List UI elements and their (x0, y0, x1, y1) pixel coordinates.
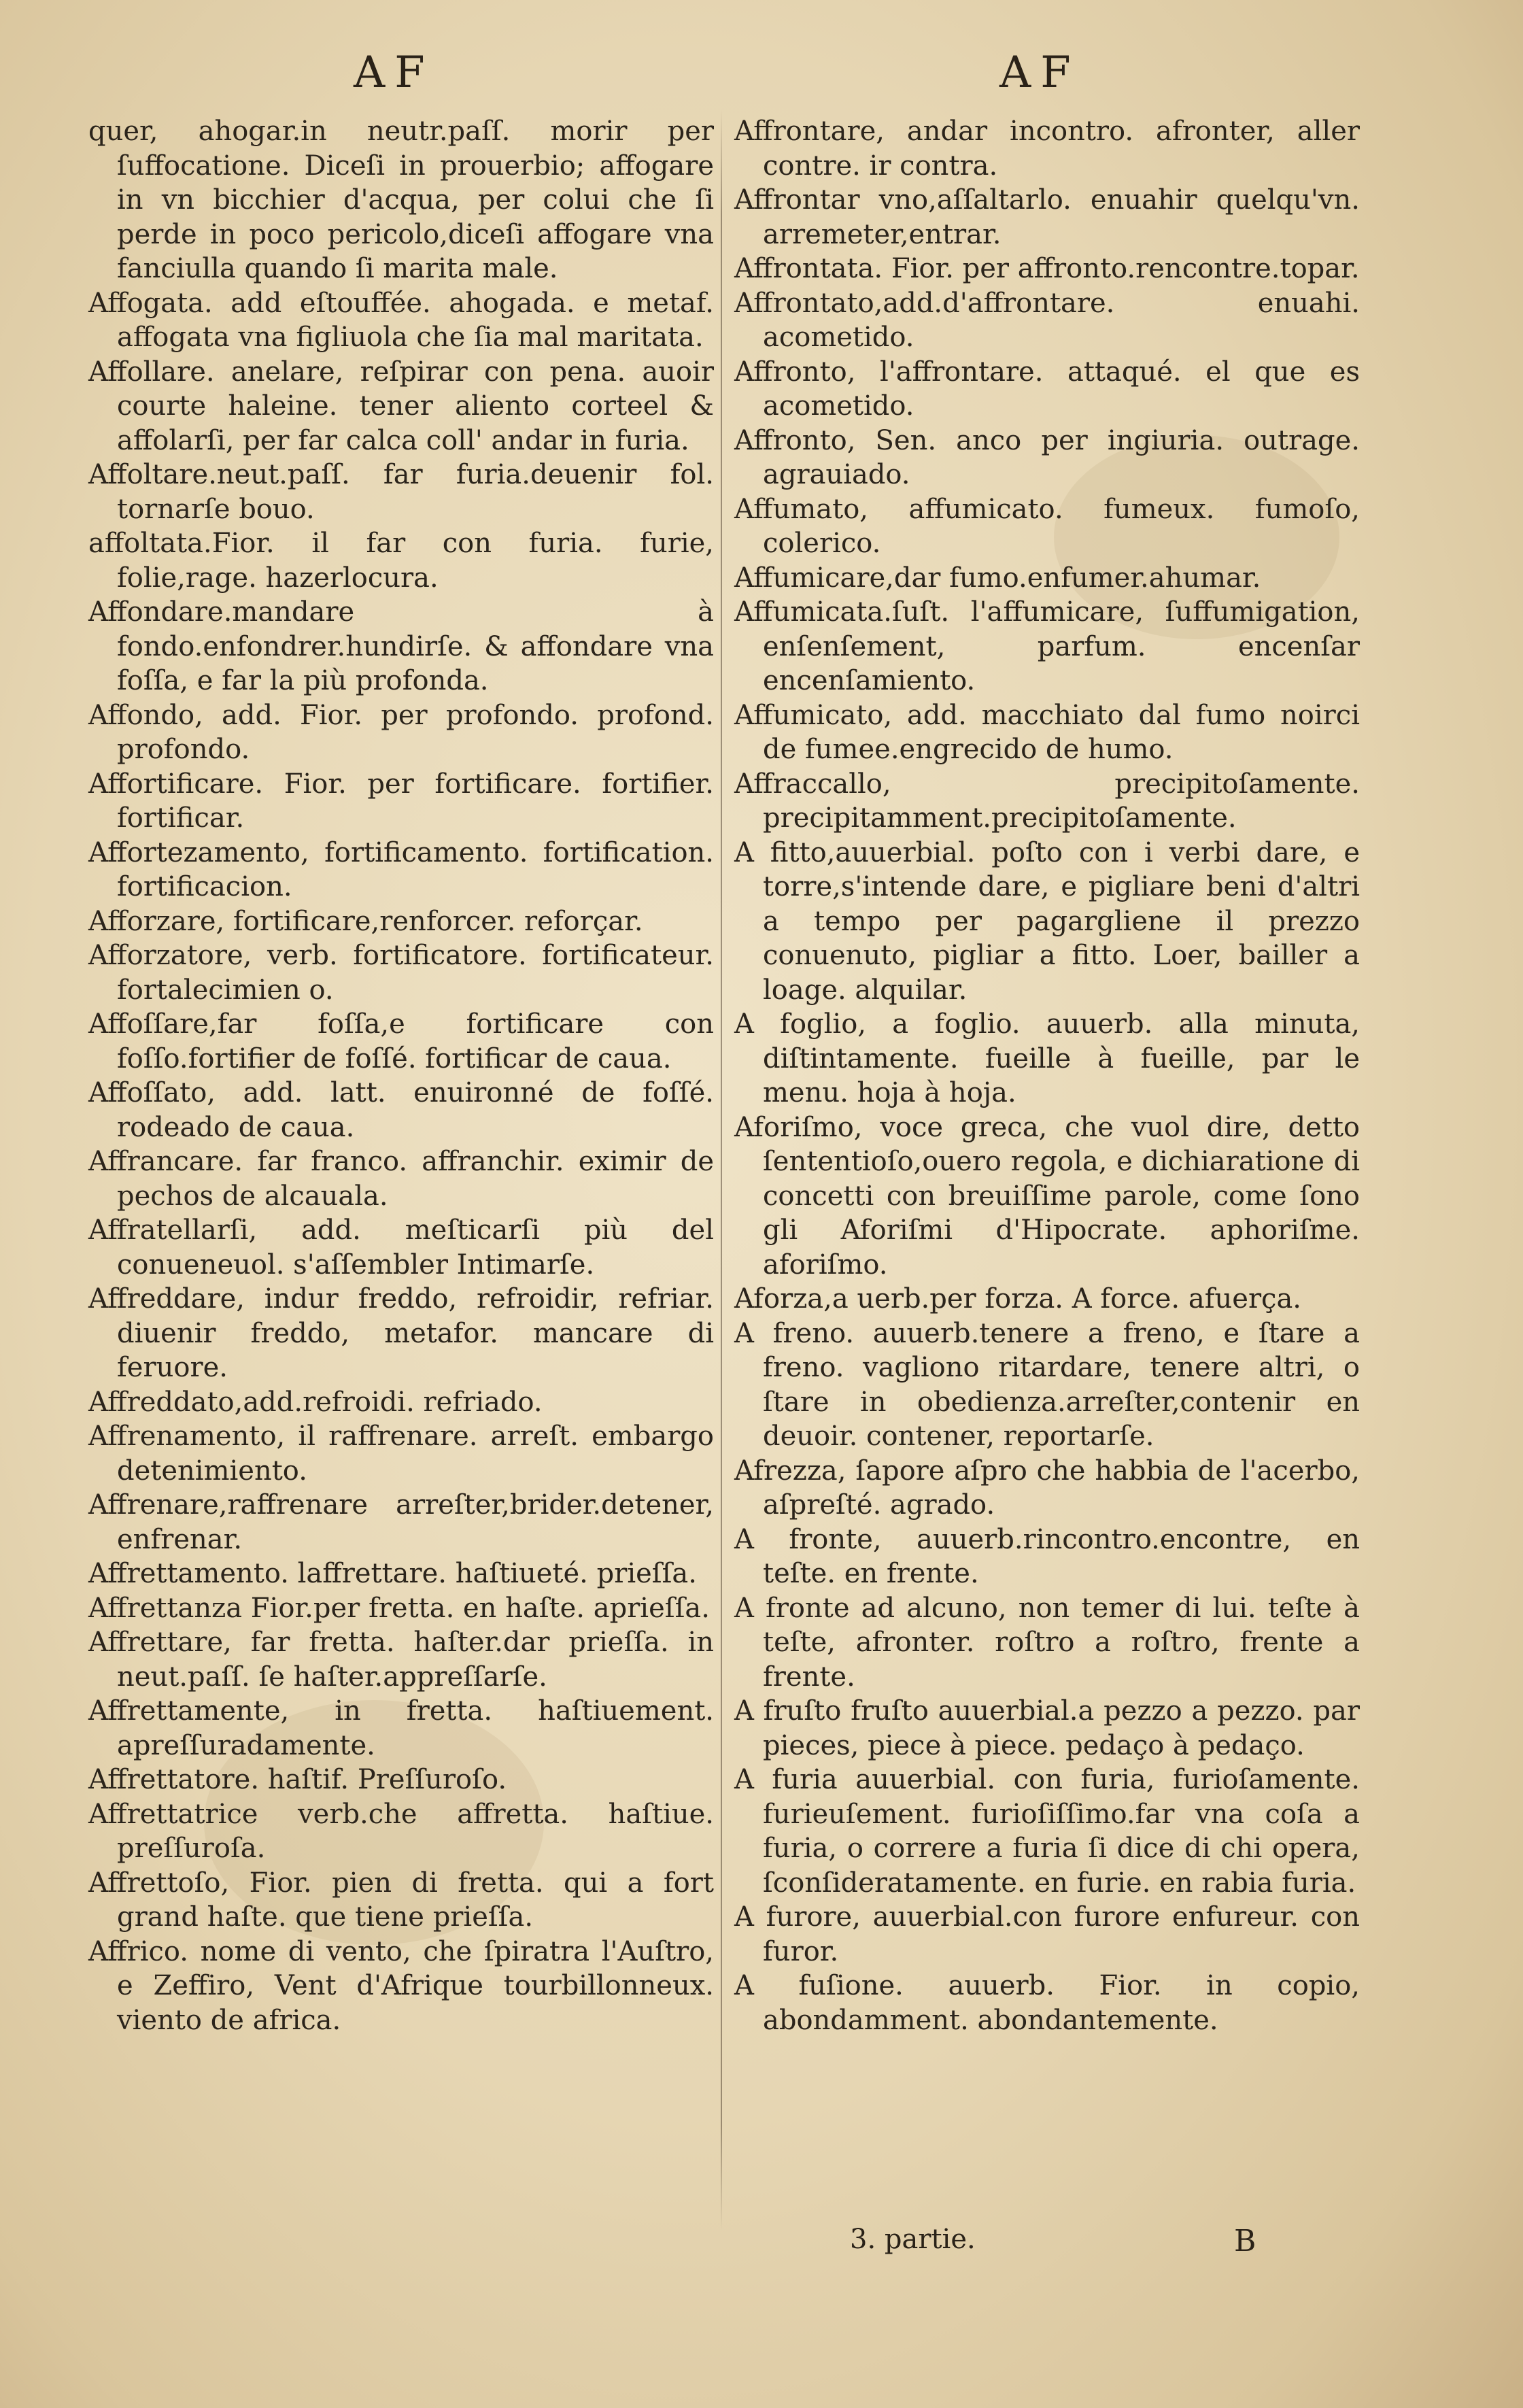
right-column (734, 114, 1360, 2037)
dictionary-entry: Affollare. anelare, reſpirar con pena. auoir courte haleine. tener aliento corteel & affolarſi, per far calca coll' andar in furia. (88, 356, 714, 456)
dictionary-entry: Affrenare,raffrenare arreſter,brider.detener, enfrenar. (88, 1489, 714, 1555)
dictionary-entry: Affronto, l'affrontare. attaqué. el que es acometido. (734, 356, 1360, 422)
dictionary-entry: Affumicare,dar fumo.enfumer.ahumar. (734, 562, 1261, 594)
dictionary-entry: A fuſione. auuerb. Fior. in copio, abondamment. abondantemente. (734, 1970, 1360, 2036)
dictionary-entry: Affrettare, far fretta. haſter.dar prieſſa. in neut.paſſ. ſe haſter.appreſſarſe. (88, 1627, 714, 1693)
dictionary-entry: A fitto,auuerbial. poſto con i verbi dare, e torre,s'intende dare, e pigliare beni d'altri a tempo per pagargliene il prezzo conuenuto, pigliar a fitto. Loer, bailler a loage. alquilar. (734, 836, 1360, 1006)
dictionary-entry: Affrettanza Fior.per fretta. en haſte. aprieſſa. (88, 1592, 710, 1624)
dictionary-entry: Affrettamente, in fretta. haſtiuement. apreſſuradamente. (88, 1695, 714, 1761)
dictionary-entry: A furore, auuerbial.con furore enfureur. con furor. (734, 1901, 1360, 1967)
right-running-head: AF (999, 48, 1080, 98)
dictionary-entry: Aforiſmo, voce greca, che vuol dire, detto ſententioſo,ouero regola, e dichiaratione di concetti con breuiſſime parole, come ſono gli Aforiſmi d'Hipocrate. aphoriſme. aforiſmo. (734, 1111, 1360, 1281)
dictionary-entry: Affondo, add. Fior. per profondo. profond. profondo. (88, 699, 714, 765)
dictionary-entry: Affortificare. Fior. per fortificare. fortifier. fortificar. (88, 768, 714, 834)
left-column (88, 114, 714, 2037)
dictionary-entry: A fruſto fruſto auuerbial.a pezzo a pezzo. par pieces, piece à piece. pedaço à pedaço. (734, 1695, 1360, 1761)
dictionary-entry: Affrico. nome di vento, che ſpiratra l'Auſtro, e Zeffiro, Vent d'Afrique tourbillonneux. viento de africa. (88, 1935, 714, 2036)
dictionary-entry: Affrettatrice verb.che affretta. haſtiue. preſſuroſa. (88, 1798, 714, 1864)
left-running-head: AF (354, 48, 434, 98)
dictionary-entry: A foglio, a foglio. auuerb. alla minuta, diſtintamente. fueille à fueille, par le menu. hoja à hoja. (734, 1008, 1360, 1108)
dictionary-entry: Affronto, Sen. anco per ingiuria. outrage. agrauiado. (734, 424, 1360, 490)
dictionary-entry: Affrettatore. haſtif. Preſſuroſo. (88, 1764, 507, 1795)
dictionary-entry: Affumicato, add. macchiato dal fumo noirci de fumee.engrecido de humo. (734, 699, 1360, 765)
signature-label: 3. partie. (850, 2224, 976, 2255)
dictionary-entry: Affondare.mandare à fondo.enfondrer.hundirſe. & affondare vna foſſa, e far la più profonda. (88, 596, 714, 696)
dictionary-entry: Afforzare, fortificare,renforcer. reforçar. (88, 905, 643, 937)
dictionary-entry: Affortezamento, fortificamento. fortification. fortificacion. (88, 836, 714, 902)
dictionary-entry: Affreddare, indur freddo, refroidir, refriar. diuenir freddo, metafor. mancare di feruore. (88, 1283, 714, 1383)
dictionary-entry: Affrontato,add.d'affrontare. enuahi. acometido. (734, 287, 1360, 353)
dictionary-entry: Affrontata. Fior. per affronto.rencontre.topar. (734, 253, 1360, 284)
dictionary-entry: Affraccallo, precipitoſamente. precipitamment.precipitoſamente. (734, 768, 1360, 834)
dictionary-entry: Afrezza, ſapore aſpro che habbia de l'acerbo, aſpreſté. agrado. (734, 1455, 1360, 1521)
dictionary-entry: quer, ahogar.in neutr.paſſ. morir per ſuffocatione. Diceſi in prouerbio; affogare in vn bicchier d'acqua, per colui che ſi perde in poco pericolo,diceſi affogare vna fanciulla quando ſi marita male. (88, 116, 714, 284)
dictionary-entry: Affratellarſi, add. meſticarſi più del conueneuol. s'aſſembler Intimarſe. (88, 1215, 714, 1281)
dictionary-entry: Affrenamento, il raffrenare. arreſt. embargo detenimiento. (88, 1421, 714, 1487)
dictionary-entry: Afforzatore, verb. fortificatore. fortificateur. fortalecimien o. (88, 940, 714, 1006)
signature-mark: B (1234, 2224, 1256, 2258)
dictionary-entry: Affoſſato, add. latt. enuironné de foſſé. rodeado de caua. (88, 1077, 714, 1143)
dictionary-entry: A freno. auuerb.tenere a freno, e ſtare a freno. vagliono ritardare, tenere altri, o ſtare in obedienza.arreſter,contenir en deuoir. contener, reportarſe. (734, 1317, 1360, 1452)
dictionary-entry: Aforza,a uerb.per forza. A force. afuerça. (734, 1283, 1302, 1315)
dictionary-entry: A fronte ad alcuno, non temer di lui. teſte à teſte, afronter. roſtro a roſtro, frente a frente. (734, 1592, 1360, 1693)
dictionary-entry: affoltata.Fior. il far con furia. furie, folie,rage. hazerlocura. (88, 528, 714, 594)
dictionary-entry: Affreddato,add.refroidi. refriado. (88, 1386, 543, 1418)
dictionary-entry: Affoſſare,far foſſa,e fortificare con foſſo.fortifier de foſſé. fortificar de caua. (88, 1008, 714, 1074)
dictionary-entry: A furia auuerbial. con furia, furioſamente. furieuſement. furioſiſſimo.far vna coſa a furia, o correre a furia ſi dice di chi opera, ſconſideratamente. en furie. en rabia furia. (734, 1764, 1360, 1899)
dictionary-entry: Affumato, affumicato. fumeux. fumoſo, colerico. (734, 493, 1360, 559)
dictionary-entry: Affrontare, andar incontro. afronter, aller contre. ir contra. (734, 116, 1360, 182)
dictionary-entry: Affogata. add eſtouffée. ahogada. e metaf. affogata vna figliuola che ſia mal maritata. (88, 287, 714, 353)
column-divider (721, 109, 722, 2231)
dictionary-entry: Affrancare. far franco. affranchir. eximir de pechos de alcauala. (88, 1146, 714, 1212)
dictionary-entry: Affoltare.neut.paſſ. far furia.deuenir fol. tornarſe bouo. (88, 459, 714, 525)
dictionary-entry: A fronte, auuerb.rincontro.encontre, en teſte. en frente. (734, 1523, 1360, 1589)
dictionary-entry: Affrettoſo, Fior. pien di fretta. qui a fort grand haſte. que tiene prieſſa. (88, 1867, 714, 1933)
dictionary-entry: Affumicata.ſuſt. l'affumicare, ſuffumigation, enſenſement, parfum. encenſar encenſamiento. (734, 596, 1360, 696)
dictionary-entry: Affrontar vno,aſſaltarlo. enuahir quelqu'vn. arremeter,entrar. (734, 184, 1360, 250)
dictionary-entry: Affrettamento. laffrettare. haſtiueté. prieſſa. (88, 1558, 697, 1589)
